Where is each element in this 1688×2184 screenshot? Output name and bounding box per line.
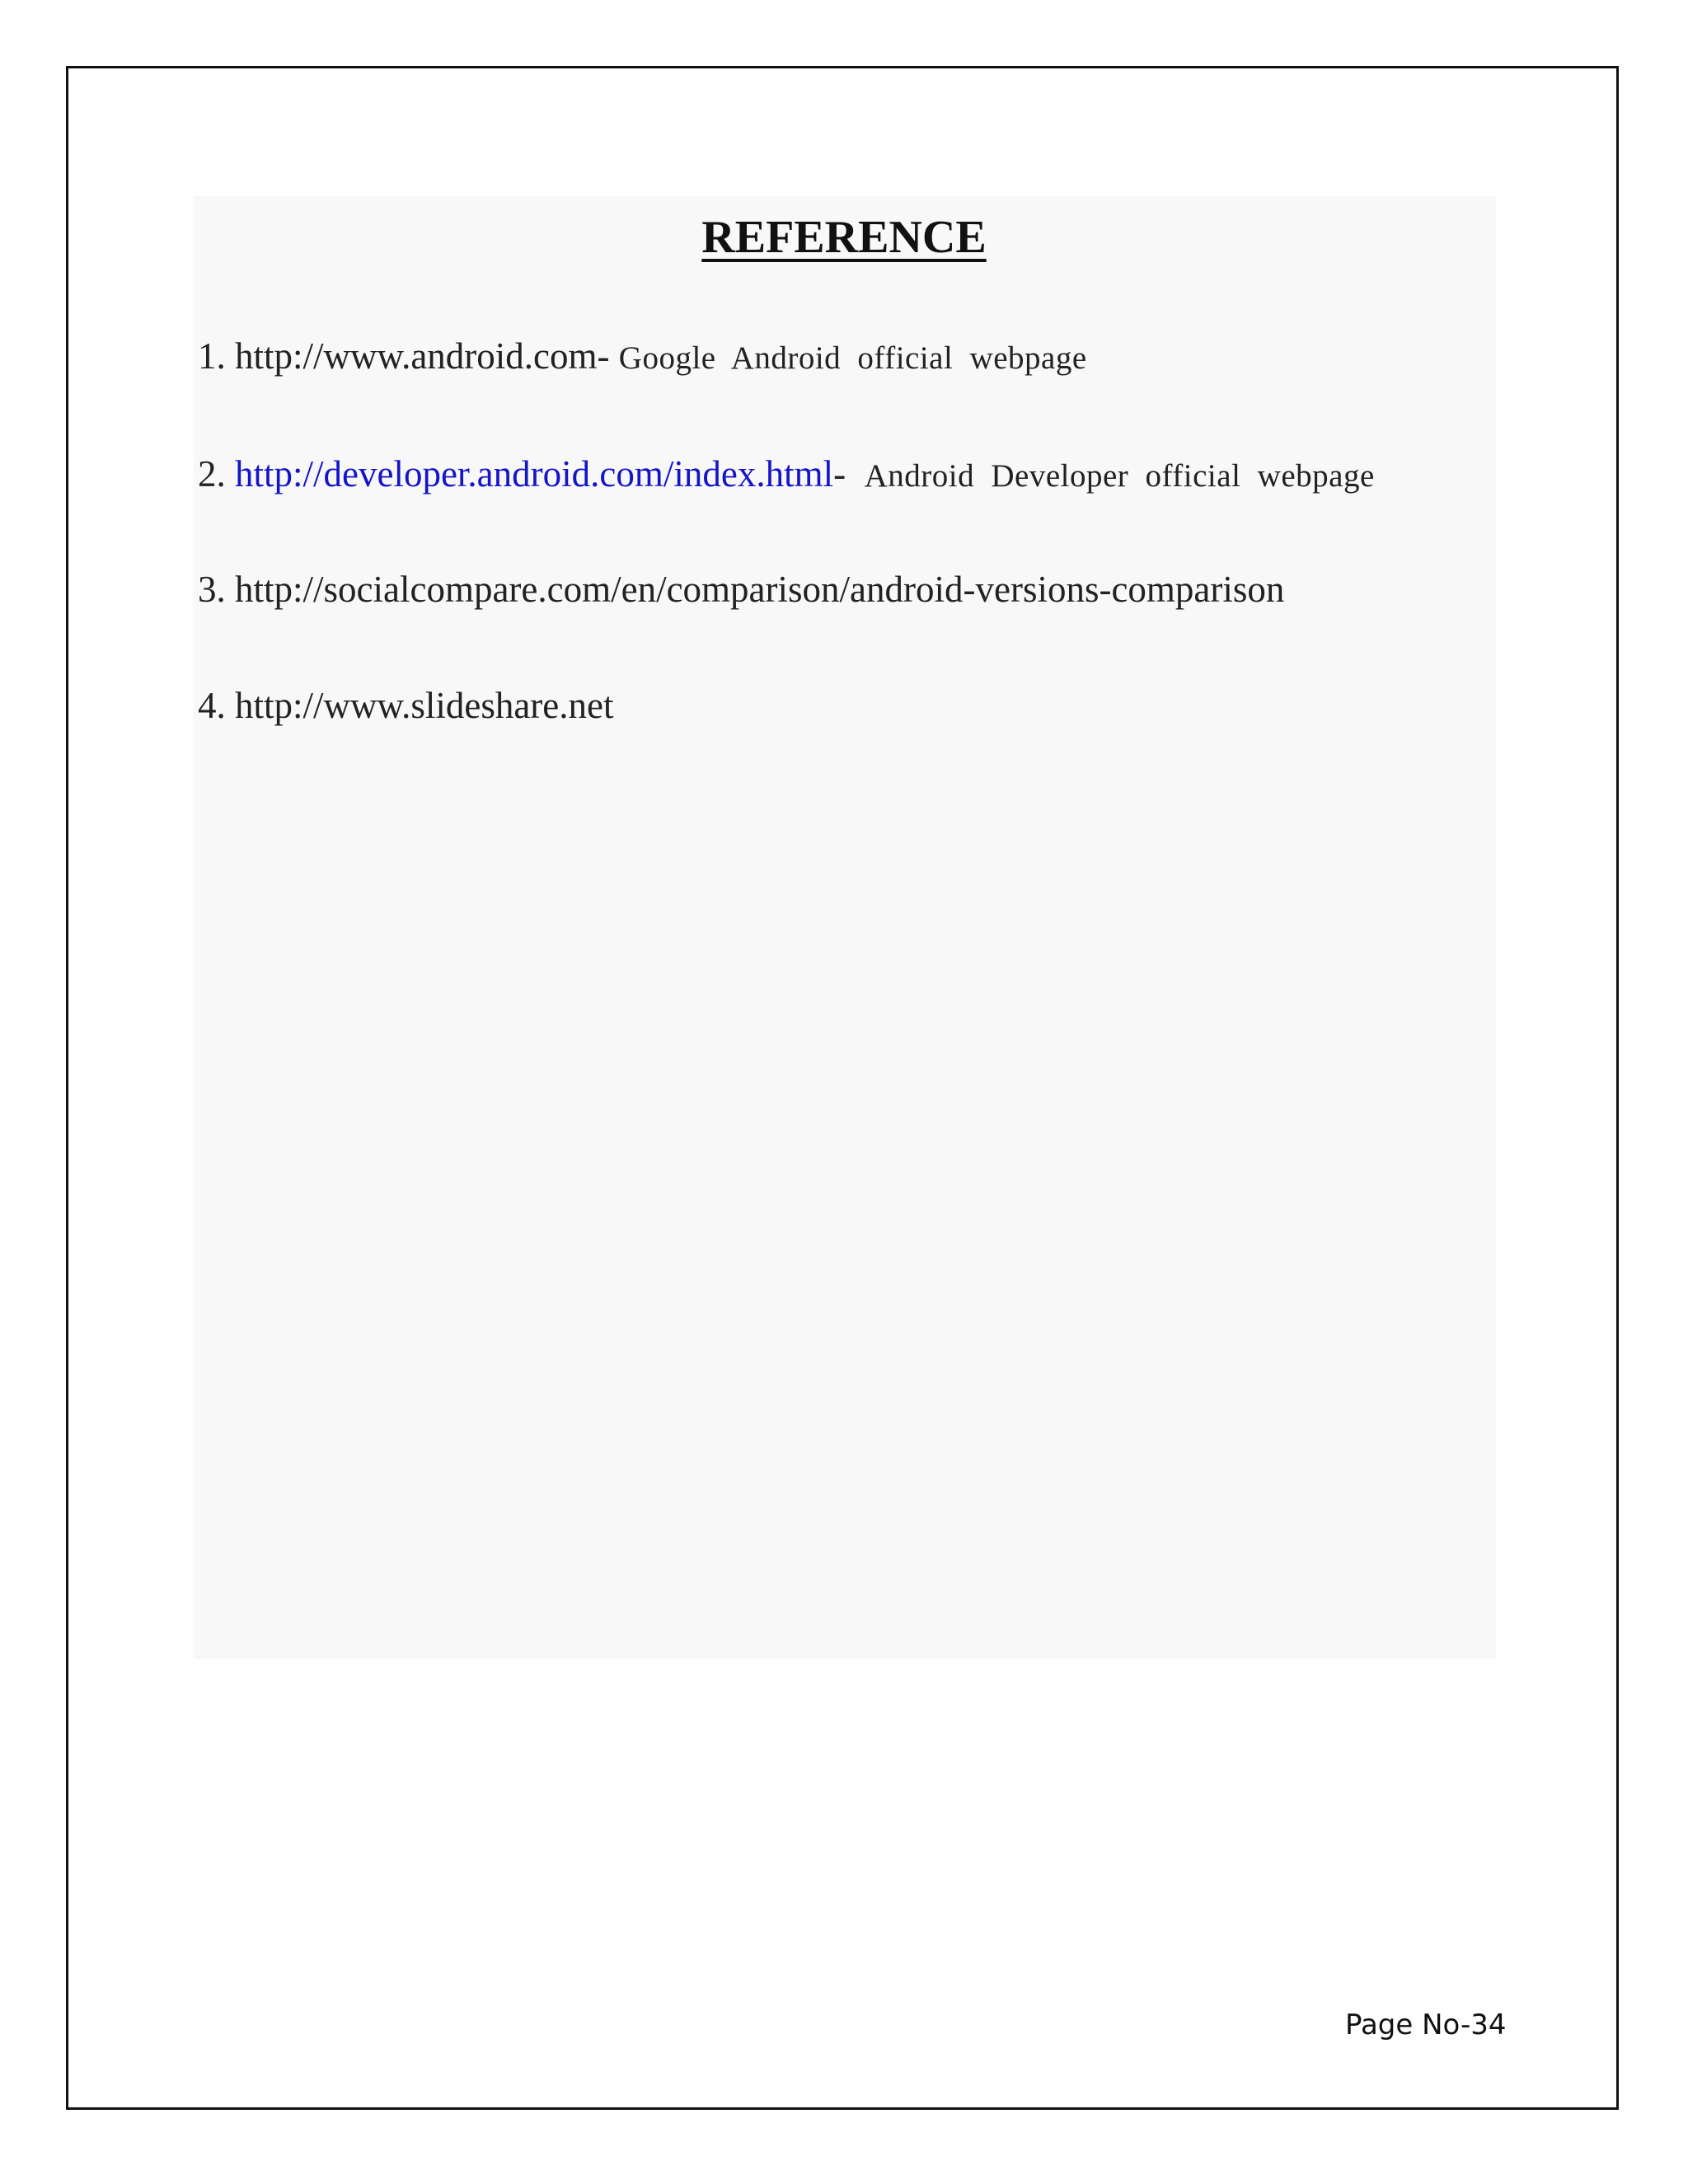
reference-url: http://socialcompare.com/en/comparison/android-versions-comparison [235, 569, 1285, 610]
reference-number: 3. [198, 569, 226, 610]
content-panel [194, 196, 1496, 1659]
reference-number: 2. [198, 453, 226, 494]
reference-separator: - [597, 335, 610, 377]
reference-description: Google Android official webpage [618, 340, 1087, 376]
reference-item-2 [198, 449, 1375, 501]
reference-item-4 [198, 681, 614, 730]
reference-item-3 [198, 565, 1284, 614]
reference-separator: - [833, 453, 846, 494]
reference-description: Android Developer official webpage [864, 458, 1375, 494]
reference-item-1 [198, 331, 1087, 383]
reference-url: http://www.android.com [235, 335, 598, 377]
page-title: REFERENCE [701, 212, 987, 263]
reference-number: 1. [198, 335, 226, 377]
reference-link[interactable]: http://developer.android.com/index.html [235, 453, 834, 494]
reference-number: 4. [198, 685, 226, 726]
page-number: Page No-34 [1345, 2008, 1507, 2041]
reference-url: http://www.slideshare.net [235, 685, 614, 726]
